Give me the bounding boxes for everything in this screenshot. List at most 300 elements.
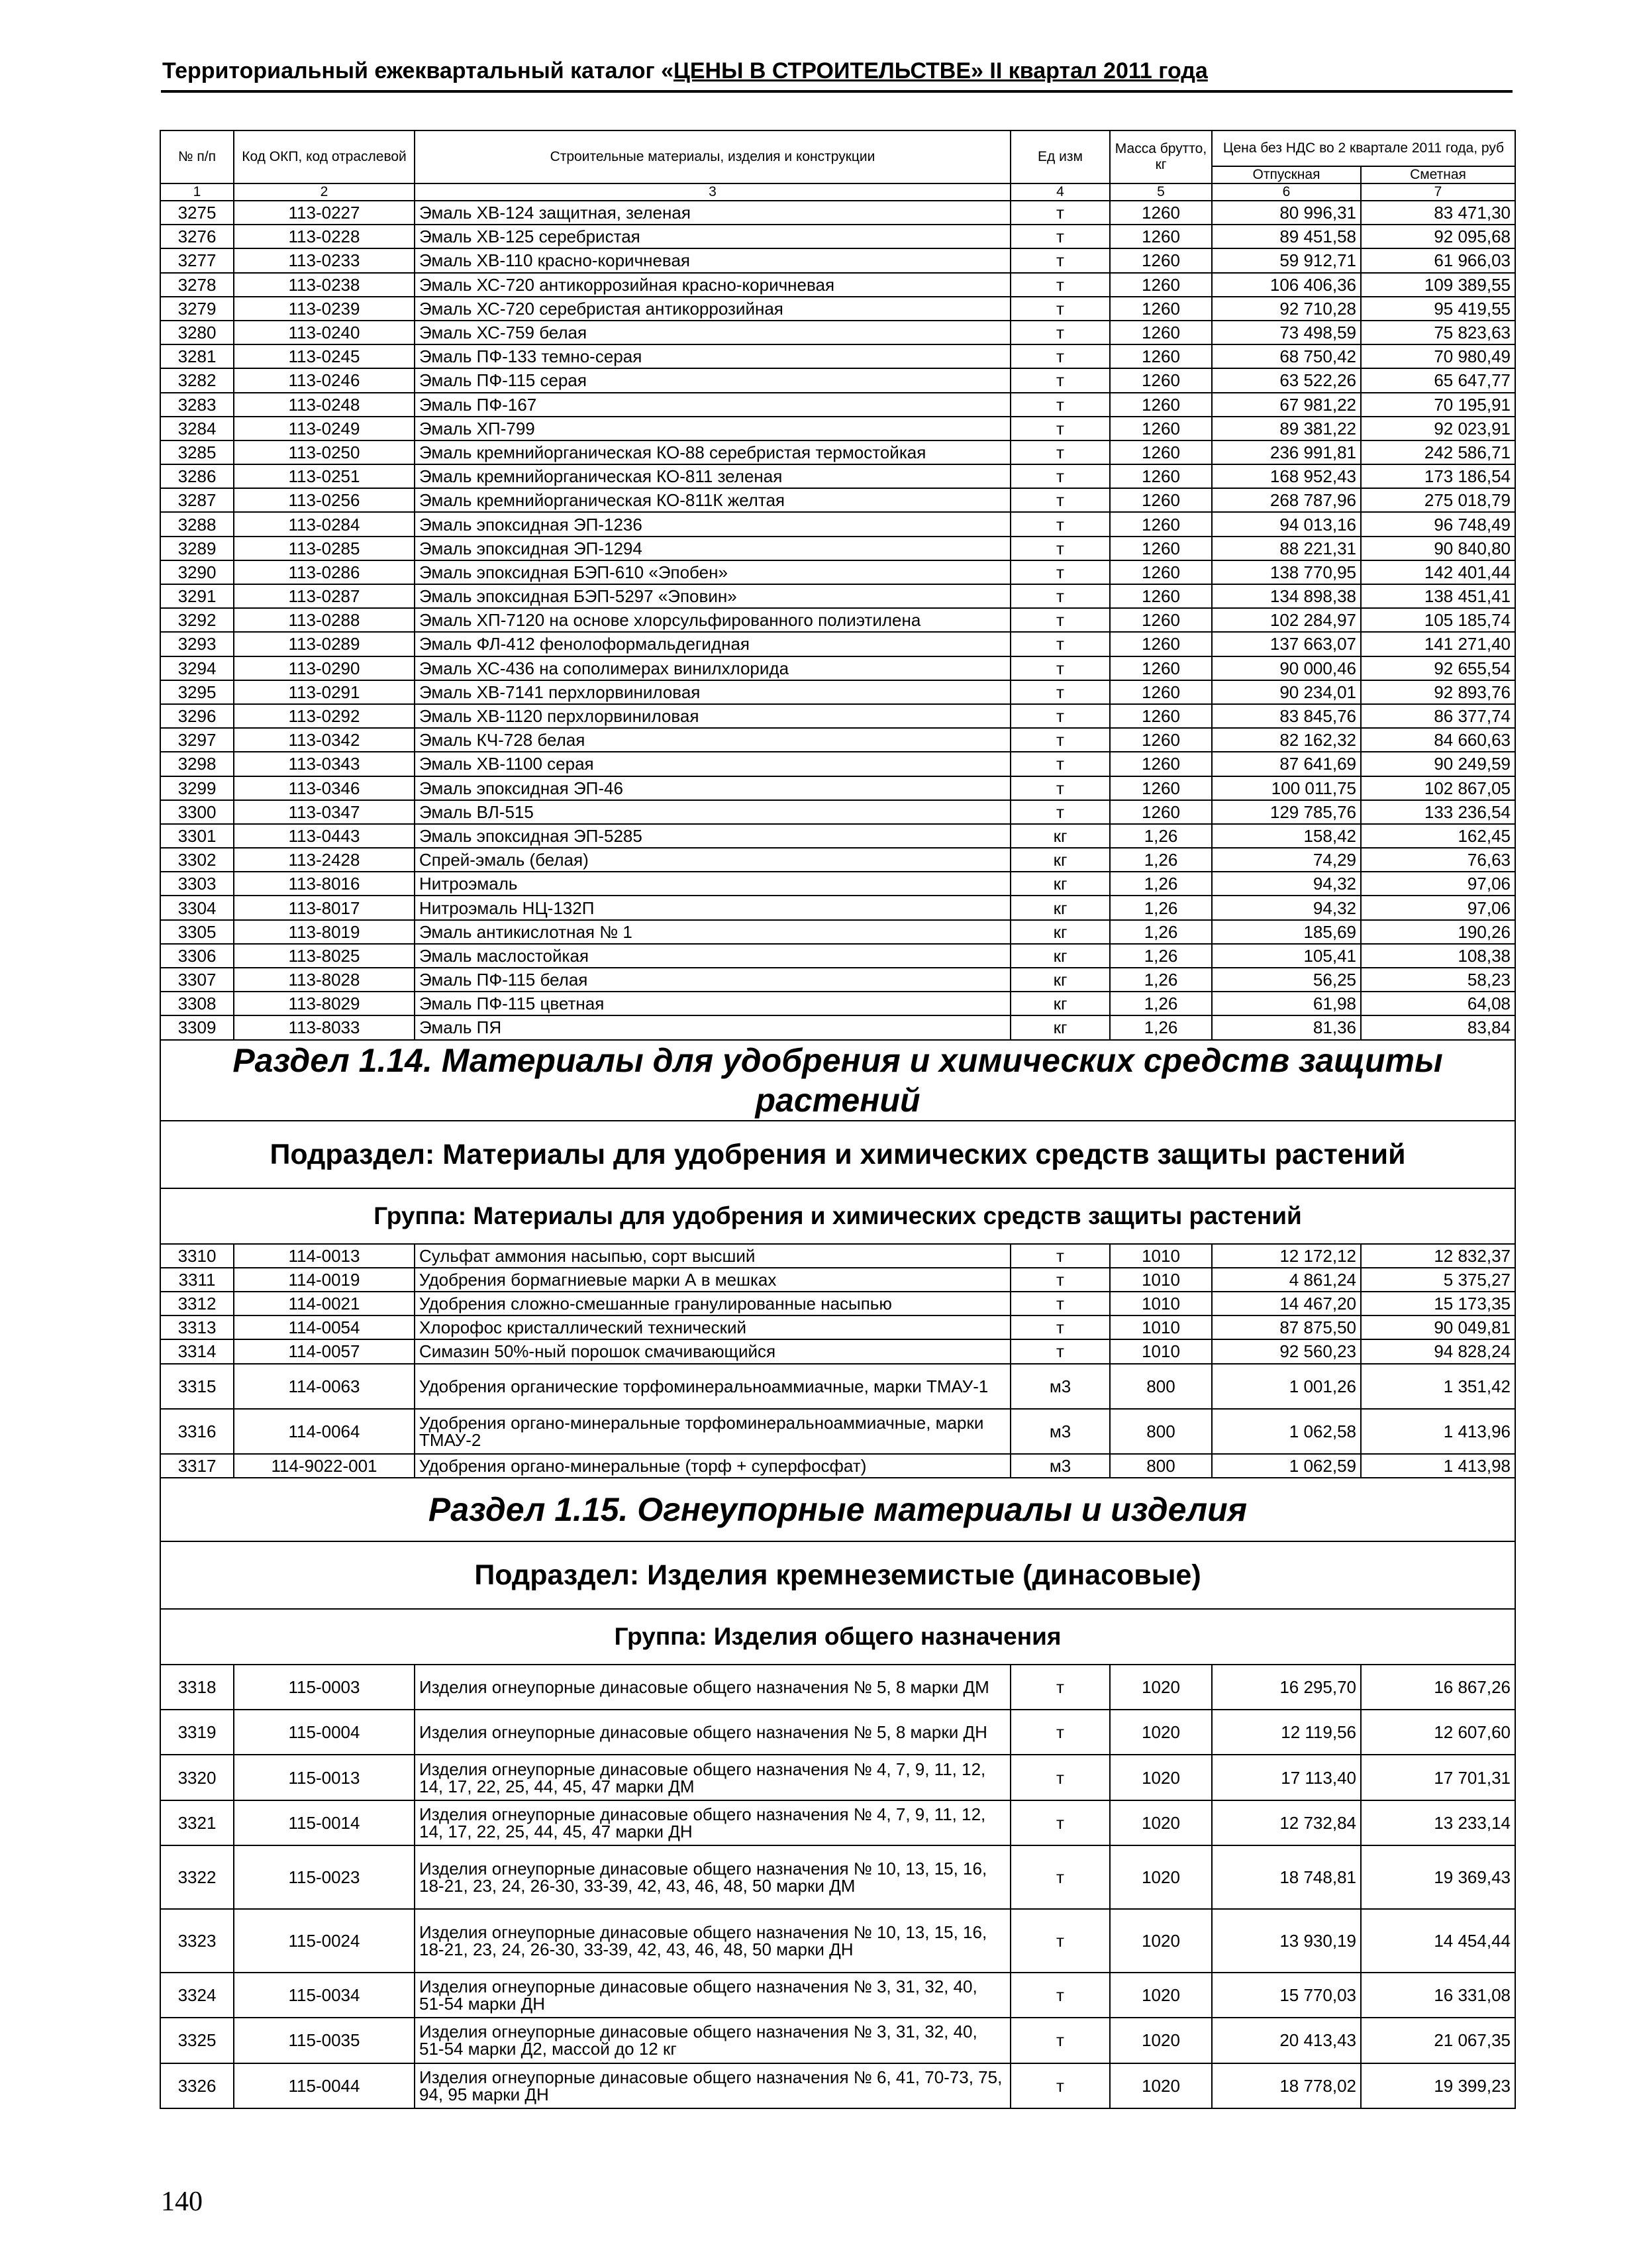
cell-code: 114-0013 [234,1244,415,1268]
cell-mass: 1,26 [1110,896,1212,919]
cell-price-estimate: 12 607,60 [1361,1710,1515,1755]
cell-code: 115-0013 [234,1755,415,1800]
cell-price-release: 88 221,31 [1212,537,1361,560]
cell-price-estimate: 94 828,24 [1361,1339,1515,1363]
cell-no: 3293 [160,632,234,656]
cell-no: 3301 [160,824,234,848]
cell-price-estimate: 133 236,54 [1361,800,1515,824]
table-row [160,1973,1515,2018]
table-row [160,512,1515,536]
cell-price-release: 90 000,46 [1212,656,1361,680]
cell-unit: т [1011,1292,1110,1315]
cell-unit: т [1011,512,1110,536]
cell-no: 3314 [160,1339,234,1363]
cell-name: Эмаль эпоксидная ЭП-1294 [415,537,1011,560]
section-title: Раздел 1.15. Огнеупорные материалы и изделия [160,1478,1515,1541]
cell-no: 3282 [160,368,234,392]
table-row [160,1268,1515,1292]
cell-mass: 1,26 [1110,848,1212,872]
table-row [160,728,1515,752]
cell-mass: 1010 [1110,1292,1212,1315]
cell-name: Эмаль ХС-759 белая [415,321,1011,344]
cell-mass: 1,26 [1110,920,1212,944]
cell-code: 115-0034 [234,1973,415,2018]
cell-unit: т [1011,1973,1110,2018]
cell-price-release: 12 119,56 [1212,1710,1361,1755]
cell-name: Изделия огнеупорные динасовые общего назначения № 6, 41, 70-73, 75, 94, 95 марки ДН [415,2063,1011,2108]
cell-mass: 1260 [1110,728,1212,752]
cell-code: 113-0233 [234,248,415,272]
cell-mass: 1020 [1110,1909,1212,1973]
cell-price-estimate: 61 966,03 [1361,248,1515,272]
cell-code: 113-0291 [234,680,415,704]
cell-price-estimate: 75 823,63 [1361,321,1515,344]
cell-mass: 1260 [1110,488,1212,512]
table-row [160,2063,1515,2108]
cell-mass: 1020 [1110,1755,1212,1800]
cell-unit: т [1011,537,1110,560]
cell-price-release: 20 413,43 [1212,2018,1361,2063]
cell-price-release: 138 770,95 [1212,560,1361,584]
cell-price-estimate: 17 701,31 [1361,1755,1515,1800]
cell-price-estimate: 83 471,30 [1361,201,1515,225]
cell-price-release: 94 013,16 [1212,512,1361,536]
cell-price-release: 105,41 [1212,944,1361,968]
cell-mass: 1260 [1110,752,1212,776]
cell-price-estimate: 92 893,76 [1361,680,1515,704]
cell-code: 113-0228 [234,225,415,248]
cell-mass: 1260 [1110,201,1212,225]
cell-code: 113-0246 [234,368,415,392]
cell-mass: 1260 [1110,225,1212,248]
cell-code: 114-0019 [234,1268,415,1292]
cell-price-release: 129 785,76 [1212,800,1361,824]
cell-price-release: 1 001,26 [1212,1364,1361,1409]
table-row [160,1755,1515,1800]
table-row [160,248,1515,272]
cell-no: 3306 [160,944,234,968]
cell-code: 113-8016 [234,872,415,896]
cell-mass: 1,26 [1110,968,1212,992]
cell-price-release: 87 875,50 [1212,1315,1361,1339]
cell-no: 3295 [160,680,234,704]
table-row [160,1244,1515,1268]
cell-no: 3279 [160,297,234,321]
table-row [160,1315,1515,1339]
table-row [160,1800,1515,1845]
cell-no: 3281 [160,344,234,368]
cell-code: 113-0249 [234,417,415,440]
cell-mass: 1260 [1110,368,1212,392]
cell-name: Хлорофос кристаллический технический [415,1315,1011,1339]
cell-no: 3284 [160,417,234,440]
cell-name: Сульфат аммония насыпью, сорт высший [415,1244,1011,1268]
cell-price-release: 89 451,58 [1212,225,1361,248]
cell-no: 3283 [160,393,234,417]
cell-unit: т [1011,248,1110,272]
column-number: 1 [160,183,234,201]
cell-no: 3275 [160,201,234,225]
table-row [160,393,1515,417]
cell-no: 3305 [160,920,234,944]
table-row [160,824,1515,848]
cell-price-release: 92 560,23 [1212,1339,1361,1363]
cell-mass: 1260 [1110,776,1212,800]
cell-unit: кг [1011,920,1110,944]
cell-code: 113-0239 [234,297,415,321]
table-row [160,368,1515,392]
cell-price-estimate: 19 369,43 [1361,1845,1515,1909]
cell-mass: 1020 [1110,1973,1212,2018]
group-title: Группа: Материалы для удобрения и химических средств защиты растений [160,1188,1515,1244]
cell-name: Изделия огнеупорные динасовые общего назначения № 10, 13, 15, 16, 18-21, 23, 24, 26-30, 33-39, 42, 43, 46, 48, 50 марки ДМ [415,1845,1011,1909]
cell-no: 3310 [160,1244,234,1268]
cell-unit: т [1011,1665,1110,1710]
table-row [160,1454,1515,1478]
cell-price-estimate: 65 647,77 [1361,368,1515,392]
table-row [160,896,1515,919]
cell-price-release: 92 710,28 [1212,297,1361,321]
subsection-title: Подраздел: Материалы для удобрения и химических средств защиты растений [160,1121,1515,1188]
column-number-row [160,183,1515,201]
cell-price-estimate: 70 195,91 [1361,393,1515,417]
cell-mass: 1,26 [1110,824,1212,848]
table-row [160,1409,1515,1454]
cell-price-release: 102 284,97 [1212,608,1361,632]
cell-name: Изделия огнеупорные динасовые общего назначения № 4, 7, 9, 11, 12, 14, 17, 22, 25, 44, 45, 47 марки ДН [415,1800,1011,1845]
cell-no: 3326 [160,2063,234,2108]
table-row [160,1665,1515,1710]
cell-price-release: 14 467,20 [1212,1292,1361,1315]
cell-name: Эмаль ХВ-110 красно-коричневая [415,248,1011,272]
cell-unit: т [1011,440,1110,464]
column-number: 6 [1212,183,1361,201]
table-row [160,776,1515,800]
col-header-code: Код ОКП, код отраслевой [234,130,415,183]
cell-code: 115-0035 [234,2018,415,2063]
cell-unit: кг [1011,992,1110,1015]
cell-price-estimate: 64,08 [1361,992,1515,1015]
cell-unit: т [1011,368,1110,392]
cell-name: Эмаль ХВ-124 защитная, зеленая [415,201,1011,225]
cell-unit: м3 [1011,1409,1110,1454]
cell-code: 113-0287 [234,584,415,608]
cell-price-release: 67 981,22 [1212,393,1361,417]
cell-code: 113-2428 [234,848,415,872]
cell-name: Эмаль ХВ-1120 перхлорвиниловая [415,704,1011,728]
cell-no: 3309 [160,1015,234,1039]
cell-mass: 1260 [1110,608,1212,632]
cell-name: Симазин 50%-ный порошок смачивающийся [415,1339,1011,1363]
cell-mass: 1020 [1110,1800,1212,1845]
cell-price-estimate: 1 413,96 [1361,1409,1515,1454]
cell-code: 114-0054 [234,1315,415,1339]
cell-name: Эмаль эпоксидная БЭП-5297 «Эповин» [415,584,1011,608]
col-header-no: № п/п [160,130,234,183]
cell-price-release: 158,42 [1212,824,1361,848]
cell-price-estimate: 90 840,80 [1361,537,1515,560]
cell-unit: т [1011,1244,1110,1268]
column-number: 3 [415,183,1011,201]
cell-name: Эмаль ХВ-7141 перхлорвиниловая [415,680,1011,704]
cell-unit: т [1011,1315,1110,1339]
cell-unit: т [1011,1268,1110,1292]
col-header-mass: Масса брутто, кг [1110,130,1212,183]
cell-name: Удобрения органо-минеральные торфоминеральноаммиачные, марки ТМАУ-2 [415,1409,1011,1454]
cell-price-release: 15 770,03 [1212,1973,1361,2018]
cell-unit: кг [1011,1015,1110,1039]
table-row [160,440,1515,464]
cell-no: 3304 [160,896,234,919]
group-row [160,1609,1515,1665]
table-row [160,656,1515,680]
table-row [160,417,1515,440]
table-row [160,488,1515,512]
cell-code: 115-0004 [234,1710,415,1755]
cell-price-release: 168 952,43 [1212,464,1361,488]
cell-price-release: 4 861,24 [1212,1268,1361,1292]
cell-price-estimate: 58,23 [1361,968,1515,992]
cell-price-release: 12 732,84 [1212,1800,1361,1845]
cell-price-release: 90 234,01 [1212,680,1361,704]
table-row [160,1339,1515,1363]
cell-code: 113-0290 [234,656,415,680]
subsection-row [160,1121,1515,1188]
col-header-price-group: Цена без НДС во 2 квартале 2011 года, руб [1212,130,1515,166]
cell-no: 3320 [160,1755,234,1800]
cell-unit: м3 [1011,1364,1110,1409]
cell-price-estimate: 12 832,37 [1361,1244,1515,1268]
cell-price-estimate: 14 454,44 [1361,1909,1515,1973]
cell-price-estimate: 92 095,68 [1361,225,1515,248]
cell-unit: т [1011,752,1110,776]
cell-no: 3321 [160,1800,234,1845]
cell-price-release: 12 172,12 [1212,1244,1361,1268]
cell-unit: т [1011,800,1110,824]
cell-name: Эмаль эпоксидная ЭП-46 [415,776,1011,800]
cell-no: 3285 [160,440,234,464]
cell-unit: т [1011,321,1110,344]
cell-mass: 1,26 [1110,944,1212,968]
cell-name: Удобрения бормагниевые марки А в мешках [415,1268,1011,1292]
cell-mass: 1,26 [1110,992,1212,1015]
table-row [160,273,1515,297]
cell-mass: 1260 [1110,297,1212,321]
cell-no: 3319 [160,1710,234,1755]
cell-name: Эмаль антикислотная № 1 [415,920,1011,944]
cell-name: Эмаль ПФ-115 серая [415,368,1011,392]
cell-name: Нитроэмаль [415,872,1011,896]
column-number: 4 [1011,183,1110,201]
cell-code: 113-8029 [234,992,415,1015]
cell-unit: т [1011,1710,1110,1755]
cell-price-estimate: 92 655,54 [1361,656,1515,680]
section-row [160,1478,1515,1541]
cell-price-estimate: 105 185,74 [1361,608,1515,632]
cell-no: 3318 [160,1665,234,1710]
cell-price-release: 185,69 [1212,920,1361,944]
cell-no: 3317 [160,1454,234,1478]
cell-code: 113-0256 [234,488,415,512]
cell-code: 113-0289 [234,632,415,656]
cell-unit: т [1011,1909,1110,1973]
cell-name: Эмаль ПФ-167 [415,393,1011,417]
cell-unit: т [1011,201,1110,225]
cell-code: 113-0285 [234,537,415,560]
cell-price-estimate: 19 399,23 [1361,2063,1515,2108]
header-prefix: Территориальный ежеквартальный каталог « [162,58,674,83]
cell-unit: т [1011,2018,1110,2063]
cell-name: Эмаль ПФ-115 белая [415,968,1011,992]
cell-price-estimate: 97,06 [1361,872,1515,896]
cell-mass: 1260 [1110,537,1212,560]
cell-price-release: 87 641,69 [1212,752,1361,776]
cell-name: Спрей-эмаль (белая) [415,848,1011,872]
cell-mass: 1260 [1110,704,1212,728]
cell-price-estimate: 1 413,98 [1361,1454,1515,1478]
table-row [160,344,1515,368]
cell-price-release: 17 113,40 [1212,1755,1361,1800]
table-row [160,201,1515,225]
table-row [160,1015,1515,1039]
cell-code: 113-0248 [234,393,415,417]
cell-code: 115-0023 [234,1845,415,1909]
cell-no: 3289 [160,537,234,560]
cell-no: 3303 [160,872,234,896]
cell-name: Изделия огнеупорные динасовые общего назначения № 3, 31, 32, 40, 51-54 марки ДН [415,1973,1011,2018]
cell-mass: 800 [1110,1409,1212,1454]
cell-code: 113-8017 [234,896,415,919]
table-row [160,872,1515,896]
cell-price-estimate: 138 451,41 [1361,584,1515,608]
price-table [160,130,1516,2109]
cell-unit: т [1011,704,1110,728]
cell-no: 3276 [160,225,234,248]
cell-price-estimate: 95 419,55 [1361,297,1515,321]
cell-price-release: 94,32 [1212,872,1361,896]
cell-no: 3312 [160,1292,234,1315]
cell-name: Удобрения органо-минеральные (торф + суперфосфат) [415,1454,1011,1478]
table-head [160,130,1515,201]
cell-mass: 1020 [1110,2018,1212,2063]
cell-unit: т [1011,2063,1110,2108]
cell-price-estimate: 102 867,05 [1361,776,1515,800]
cell-code: 114-9022-001 [234,1454,415,1478]
cell-mass: 1010 [1110,1268,1212,1292]
table-row [160,584,1515,608]
cell-no: 3291 [160,584,234,608]
table-row [160,920,1515,944]
cell-price-estimate: 13 233,14 [1361,1800,1515,1845]
cell-unit: т [1011,1339,1110,1363]
cell-price-estimate: 83,84 [1361,1015,1515,1039]
cell-code: 113-0240 [234,321,415,344]
cell-price-release: 18 748,81 [1212,1845,1361,1909]
cell-price-release: 236 991,81 [1212,440,1361,464]
cell-mass: 1010 [1110,1244,1212,1268]
cell-price-estimate: 5 375,27 [1361,1268,1515,1292]
table-row [160,2018,1515,2063]
cell-no: 3308 [160,992,234,1015]
cell-mass: 1260 [1110,440,1212,464]
table-row [160,632,1515,656]
table-row [160,297,1515,321]
cell-name: Изделия огнеупорные динасовые общего назначения № 4, 7, 9, 11, 12, 14, 17, 22, 25, 44, 45, 47 марки ДМ [415,1755,1011,1800]
cell-unit: т [1011,776,1110,800]
cell-code: 113-0347 [234,800,415,824]
cell-mass: 1,26 [1110,872,1212,896]
cell-no: 3298 [160,752,234,776]
col-header-price-estimate: Сметная [1361,166,1515,183]
cell-unit: кг [1011,872,1110,896]
table-row [160,944,1515,968]
cell-code: 113-0288 [234,608,415,632]
table-row [160,560,1515,584]
table-row [160,225,1515,248]
cell-name: Эмаль ВЛ-515 [415,800,1011,824]
cell-unit: т [1011,464,1110,488]
cell-no: 3290 [160,560,234,584]
cell-code: 113-0227 [234,201,415,225]
table-row [160,992,1515,1015]
cell-mass: 800 [1110,1454,1212,1478]
cell-no: 3316 [160,1409,234,1454]
cell-mass: 1020 [1110,1710,1212,1755]
cell-code: 113-0342 [234,728,415,752]
cell-price-release: 268 787,96 [1212,488,1361,512]
cell-unit: т [1011,656,1110,680]
cell-mass: 1260 [1110,464,1212,488]
col-header-unit: Ед изм [1011,130,1110,183]
cell-price-estimate: 242 586,71 [1361,440,1515,464]
cell-mass: 1260 [1110,248,1212,272]
table-row [160,464,1515,488]
cell-code: 115-0044 [234,2063,415,2108]
cell-no: 3299 [160,776,234,800]
cell-name: Эмаль ХП-799 [415,417,1011,440]
column-number: 7 [1361,183,1515,201]
cell-code: 115-0014 [234,1800,415,1845]
cell-price-release: 68 750,42 [1212,344,1361,368]
cell-mass: 1010 [1110,1315,1212,1339]
cell-mass: 1260 [1110,680,1212,704]
cell-price-estimate: 70 980,49 [1361,344,1515,368]
cell-mass: 1260 [1110,393,1212,417]
cell-unit: м3 [1011,1454,1110,1478]
cell-code: 113-0346 [234,776,415,800]
column-number: 2 [234,183,415,201]
cell-name: Эмаль ПФ-133 темно-серая [415,344,1011,368]
cell-price-estimate: 84 660,63 [1361,728,1515,752]
cell-name: Эмаль эпоксидная БЭП-610 «Эпобен» [415,560,1011,584]
cell-name: Эмаль ХС-436 на сополимерах винилхлорида [415,656,1011,680]
cell-code: 113-8025 [234,944,415,968]
cell-name: Эмаль ХС-720 серебристая антикоррозийная [415,297,1011,321]
cell-name: Эмаль ХП-7120 на основе хлорсульфированного полиэтилена [415,608,1011,632]
cell-code: 113-0238 [234,273,415,297]
cell-no: 3322 [160,1845,234,1909]
cell-mass: 1020 [1110,2063,1212,2108]
cell-no: 3280 [160,321,234,344]
cell-code: 113-0284 [234,512,415,536]
section-row [160,1040,1515,1121]
cell-price-estimate: 1 351,42 [1361,1364,1515,1409]
cell-price-estimate: 21 067,35 [1361,2018,1515,2063]
cell-no: 3288 [160,512,234,536]
cell-no: 3302 [160,848,234,872]
cell-price-release: 134 898,38 [1212,584,1361,608]
cell-unit: т [1011,273,1110,297]
